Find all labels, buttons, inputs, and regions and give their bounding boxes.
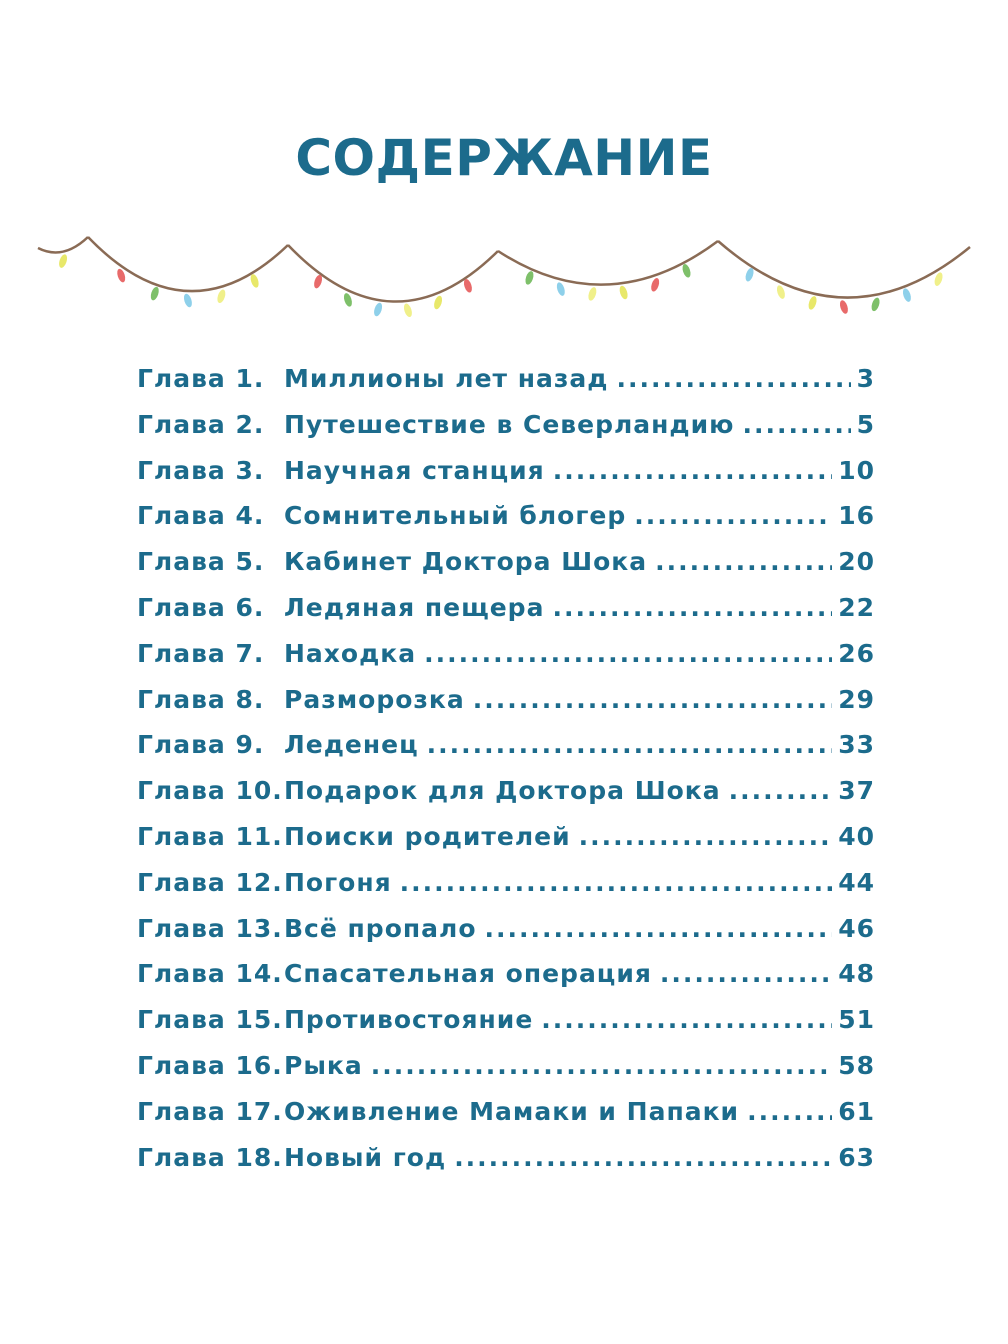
light-bulb-icon (650, 277, 661, 292)
page-number: 48 (838, 959, 875, 989)
garland-wire (38, 237, 970, 302)
toc-entry[interactable] (137, 456, 875, 502)
chapter-title: Научная станция (284, 455, 545, 485)
dot-leader (747, 1097, 832, 1126)
page-number: 58 (838, 1050, 875, 1080)
dot-leader (473, 685, 832, 714)
light-bulb-icon (524, 270, 535, 285)
chapter-number: Глава 6. (137, 592, 265, 622)
toc-entry[interactable] (137, 364, 875, 410)
garland-wire-segment (288, 245, 498, 302)
toc-entry[interactable] (137, 959, 875, 1005)
toc-entry[interactable] (137, 547, 875, 593)
page-number: 46 (838, 913, 875, 943)
page-number: 44 (838, 867, 875, 897)
light-bulb-icon (807, 295, 818, 310)
light-bulb-icon (933, 271, 944, 286)
light-bulb-icon (402, 303, 413, 318)
light-bulb-icon (681, 263, 692, 278)
light-bulb-icon (216, 289, 227, 304)
chapter-number: Глава 12. (137, 867, 283, 897)
page-number: 40 (838, 821, 875, 851)
light-bulb-icon (58, 253, 69, 268)
toc-entry[interactable] (137, 685, 875, 731)
light-bulb-icon (901, 287, 912, 302)
light-bulb-icon (249, 273, 260, 288)
page-number: 61 (838, 1096, 875, 1126)
chapter-number: Глава 9. (137, 730, 265, 760)
chapter-number: Глава 8. (137, 684, 265, 714)
light-bulb-icon (618, 285, 629, 300)
dot-leader (424, 639, 832, 668)
dot-leader (541, 1005, 832, 1034)
page-number: 63 (838, 1142, 875, 1172)
chapter-title: Поиски родителей (284, 821, 571, 851)
light-bulb-icon (149, 286, 160, 301)
chapter-title: Леденец (284, 730, 419, 760)
chapter-number: Глава 13. (137, 913, 283, 943)
dot-leader (552, 593, 832, 622)
light-bulb-icon (587, 286, 598, 301)
chapter-title: Разморозка (284, 684, 465, 714)
toc-entry[interactable] (137, 776, 875, 822)
chapter-number: Глава 10. (137, 776, 283, 806)
page-number: 10 (838, 455, 875, 485)
chapter-number: Глава 5. (137, 547, 265, 577)
dot-leader (742, 410, 850, 439)
chapter-number: Глава 2. (137, 409, 265, 439)
chapter-title: Противостояние (284, 1005, 534, 1035)
garland-wire-segment (38, 237, 88, 252)
chapter-title: Сомнительный блогер (284, 501, 627, 531)
toc-entry[interactable] (137, 914, 875, 960)
toc-entry[interactable] (137, 868, 875, 914)
toc-entry[interactable] (137, 410, 875, 456)
toc-entry[interactable] (137, 730, 875, 776)
light-bulb-icon (342, 292, 353, 307)
dot-leader (427, 730, 833, 759)
dot-leader (660, 959, 832, 988)
chapter-number: Глава 1. (137, 364, 265, 393)
page-number: 3 (856, 364, 875, 393)
chapter-title: Рыка (284, 1050, 363, 1080)
page-number: 16 (838, 501, 875, 531)
chapter-title: Погоня (284, 867, 392, 897)
dot-leader (616, 364, 850, 393)
table-of-contents (137, 364, 875, 1188)
chapter-number: Глава 4. (137, 501, 265, 531)
toc-entry[interactable] (137, 639, 875, 685)
toc-entry[interactable] (137, 1097, 875, 1143)
page-title: СОДЕРЖАНИЕ (295, 129, 713, 187)
dot-leader (400, 868, 833, 897)
chapter-title: Путешествие в Северландию (284, 409, 735, 439)
chapter-title: Кабинет Доктора Шока (284, 547, 648, 577)
toc-entry[interactable] (137, 1143, 875, 1189)
dot-leader (553, 456, 833, 485)
dot-leader (371, 1051, 832, 1080)
chapter-number: Глава 7. (137, 638, 265, 668)
light-bulb-icon (744, 267, 755, 282)
light-bulb-icon (433, 295, 444, 310)
chapter-title: Новый год (284, 1142, 447, 1172)
page-number: 33 (838, 730, 875, 760)
garland-bulbs (58, 253, 944, 318)
page-number: 26 (838, 638, 875, 668)
page-number: 22 (838, 592, 875, 622)
chapter-number: Глава 11. (137, 821, 283, 851)
toc-entry[interactable] (137, 1051, 875, 1097)
dot-leader (729, 776, 833, 805)
chapter-number: Глава 15. (137, 1005, 283, 1035)
page-number: 37 (838, 776, 875, 806)
dot-leader (579, 822, 833, 851)
light-bulb-icon (373, 302, 384, 317)
light-bulb-icon (838, 299, 849, 314)
chapter-title: Всё пропало (284, 913, 477, 943)
dot-leader (454, 1143, 832, 1172)
chapter-number: Глава 17. (137, 1096, 283, 1126)
chapter-title: Ледяная пещера (284, 592, 545, 622)
chapter-title: Спасательная операция (284, 959, 652, 989)
chapter-title: Подарок для Доктора Шока (284, 776, 721, 806)
chapter-title: Миллионы лет назад (284, 364, 609, 393)
chapter-title: Оживление Мамаки и Папаки (284, 1096, 740, 1126)
chapter-number: Глава 14. (137, 959, 283, 989)
toc-entry[interactable] (137, 593, 875, 639)
dot-leader (655, 547, 832, 576)
toc-entry[interactable] (137, 501, 875, 547)
chapter-number: Глава 3. (137, 455, 265, 485)
chapter-number: Глава 18. (137, 1142, 283, 1172)
light-bulb-icon (555, 281, 566, 296)
light-bulb-icon (775, 284, 786, 299)
chapter-title: Находка (284, 638, 417, 668)
light-bulb-icon (870, 297, 881, 312)
toc-entry[interactable] (137, 1005, 875, 1051)
toc-entry[interactable] (137, 822, 875, 868)
dot-leader (485, 914, 833, 943)
garland-decoration (0, 215, 1008, 325)
dot-leader (634, 501, 832, 530)
page-number: 29 (838, 684, 875, 714)
page-number: 20 (838, 547, 875, 577)
light-bulb-icon (182, 293, 193, 308)
page-number: 51 (838, 1005, 875, 1035)
page-number: 5 (856, 409, 875, 439)
chapter-number: Глава 16. (137, 1050, 283, 1080)
garland-wire-segment (718, 241, 970, 298)
